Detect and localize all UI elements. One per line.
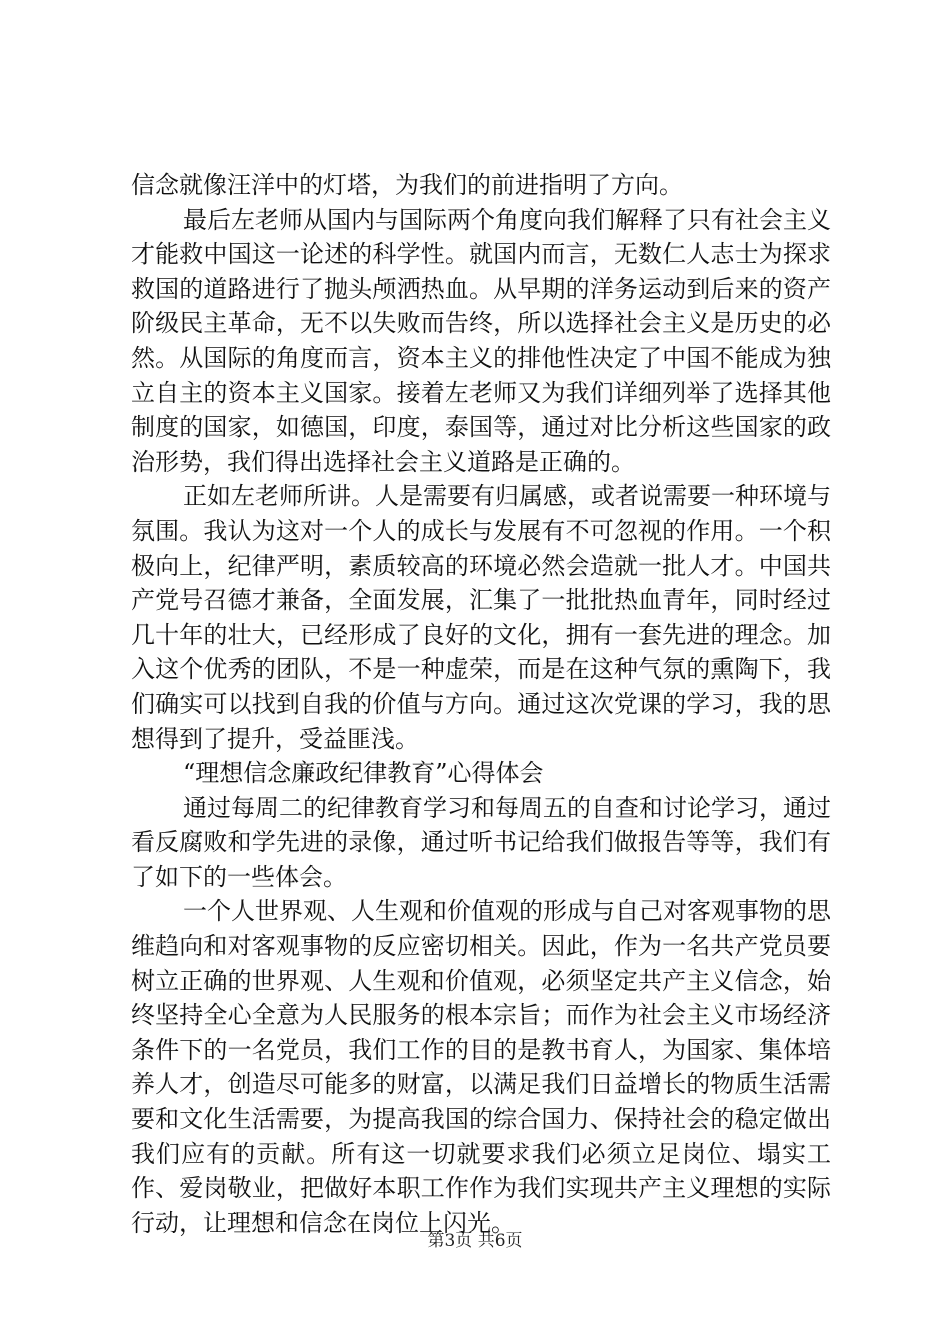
section-heading: “理想信念廉政纪律教育”心得体会	[183, 759, 544, 788]
paragraph-belonging: 正如左老师所讲。人是需要有归属感，或者说需要一种环境与氛围。我认为这对一个人的成长与发展有不可忽视的作用。一个积极向上，纪律严明，素质较高的环境必然会造就一批人才。中国共产党号召德才兼备，全面发展，汇集了一批批热血青年，同时经过几十年的壮大，已经形成了良好的文化，拥有一套先进的理念。加入这个优秀的团队，不是一种虚荣，而是在这种气氛的熏陶下，我们确实可以找到自我的价值与方向。通过这次党课的学习，我的思想得到了提升，受益匪浅。	[131, 482, 831, 753]
paragraph-continuation: 信念就像汪洋中的灯塔，为我们的前进指明了方向。	[131, 171, 683, 199]
paragraph-study: 通过每周二的纪律教育学习和每周五的自查和讨论学习，通过看反腐败和学先进的录像，通过听书记给我们做报告等等，我们有了如下的一些体会。	[131, 793, 831, 891]
document-body	[131, 168, 831, 1240]
paragraph-socialism: 最后左老师从国内与国际两个角度向我们解释了只有社会主义才能救中国这一论述的科学性。就国内而言，无数仁人志士为探求救国的道路进行了抛头颅洒热血。从早期的洋务运动到后来的资产阶级民主革命，无不以失败而告终，所以选择社会主义是历史的必然。从国际的角度而言，资本主义的排他性决定了中国不能成为独立自主的资本主义国家。接着左老师又为我们详细列举了选择其他制度的国家，如德国，印度，泰国等，通过对比分析这些国家的政治形势，我们得出选择社会主义道路是正确的。	[131, 205, 831, 476]
paragraph-worldview: 一个人世界观、人生观和价值观的形成与自己对客观事物的思维趋向和对客观事物的反应密切相关。因此，作为一名共产党员要树立正确的世界观、人生观和价值观，必须坚定共产主义信念，始终坚持全心全意为人民服务的根本宗旨；而作为社会主义市场经济条件下的一名党员，我们工作的目的是教书育人，为国家、集体培养人才，创造尽可能多的财富，以满足我们日益增长的物质生活需要和文化生活需要，为提高我国的综合国力、保持社会的稳定做出我们应有的贡献。所有这一切就要求我们必须立足岗位、塌实工作、爱岗敬业，把做好本职工作作为我们实现共产主义理想的实际行动，让理想和信念在岗位上闪光。	[131, 897, 831, 1237]
page-number: 第3页 共6页	[427, 1231, 523, 1251]
